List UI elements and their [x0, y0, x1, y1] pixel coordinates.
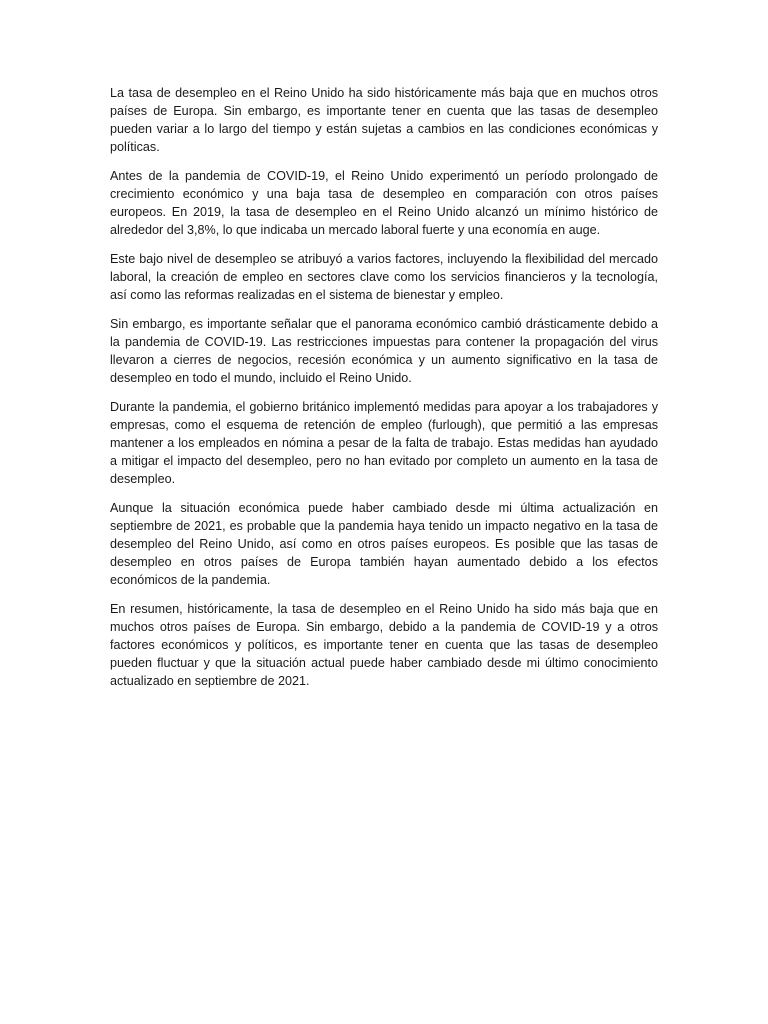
paragraph-1: La tasa de desempleo en el Reino Unido ha sido históricamente más baja que en muchos otros países de Europa. Sin embargo, es importante tener en cuenta que las tasas de desempleo pueden variar a lo largo del tiempo y están sujetas a cambios en las condiciones económicas y políticas.: [110, 86, 658, 154]
paragraph-2: Antes de la pandemia de COVID-19, el Reino Unido experimentó un período prolongado de crecimiento económico y una baja tasa de desempleo en comparación con otros países europeos. En 2019, la tasa de desempleo en el Reino Unido alcanzó un mínimo histórico de alrededor del 3,8%, lo que indicaba un mercado laboral fuerte y una economía en auge.: [110, 169, 658, 237]
paragraph-6: Aunque la situación económica puede haber cambiado desde mi última actualización en septiembre de 2021, es probable que la pandemia haya tenido un impacto negativo en la tasa de desempleo del Reino Unido, así como en otros países europeos. Es posible que las tasas de desempleo en otros países de Europa también hayan aumentado debido a los efectos económicos de la pandemia.: [110, 501, 658, 587]
paragraph-7: En resumen, históricamente, la tasa de desempleo en el Reino Unido ha sido más baja que en muchos otros países de Europa. Sin embargo, debido a la pandemia de COVID-19 y a otros factores económicos y políticos, es importante tener en cuenta que las tasas de desempleo pueden fluctuar y que la situación actual puede haber cambiado desde mi último conocimiento actualizado en septiembre de 2021.: [110, 602, 658, 688]
paragraph-4: Sin embargo, es importante señalar que el panorama económico cambió drásticamente debido a la pandemia de COVID-19. Las restricciones impuestas para contener la propagación del virus llevaron a cierres de negocios, recesión económica y un aumento significativo en la tasa de desempleo en todo el mundo, incluido el Reino Unido.: [110, 317, 658, 385]
paragraph-5: Durante la pandemia, el gobierno británico implementó medidas para apoyar a los trabajadores y empresas, como el esquema de retención de empleo (furlough), que permitió a las empresas mantener a los empleados en nómina a pesar de la falta de trabajo. Estas medidas han ayudado a mitigar el impacto del desempleo, pero no han evitado por completo un aumento en la tasa de desempleo.: [110, 400, 658, 486]
document-body: [110, 84, 658, 701]
paragraph-3: Este bajo nivel de desempleo se atribuyó a varios factores, incluyendo la flexibilidad del mercado laboral, la creación de empleo en sectores clave como los servicios financieros y la tecnología, así como las reformas realizadas en el sistema de bienestar y empleo.: [110, 252, 658, 302]
